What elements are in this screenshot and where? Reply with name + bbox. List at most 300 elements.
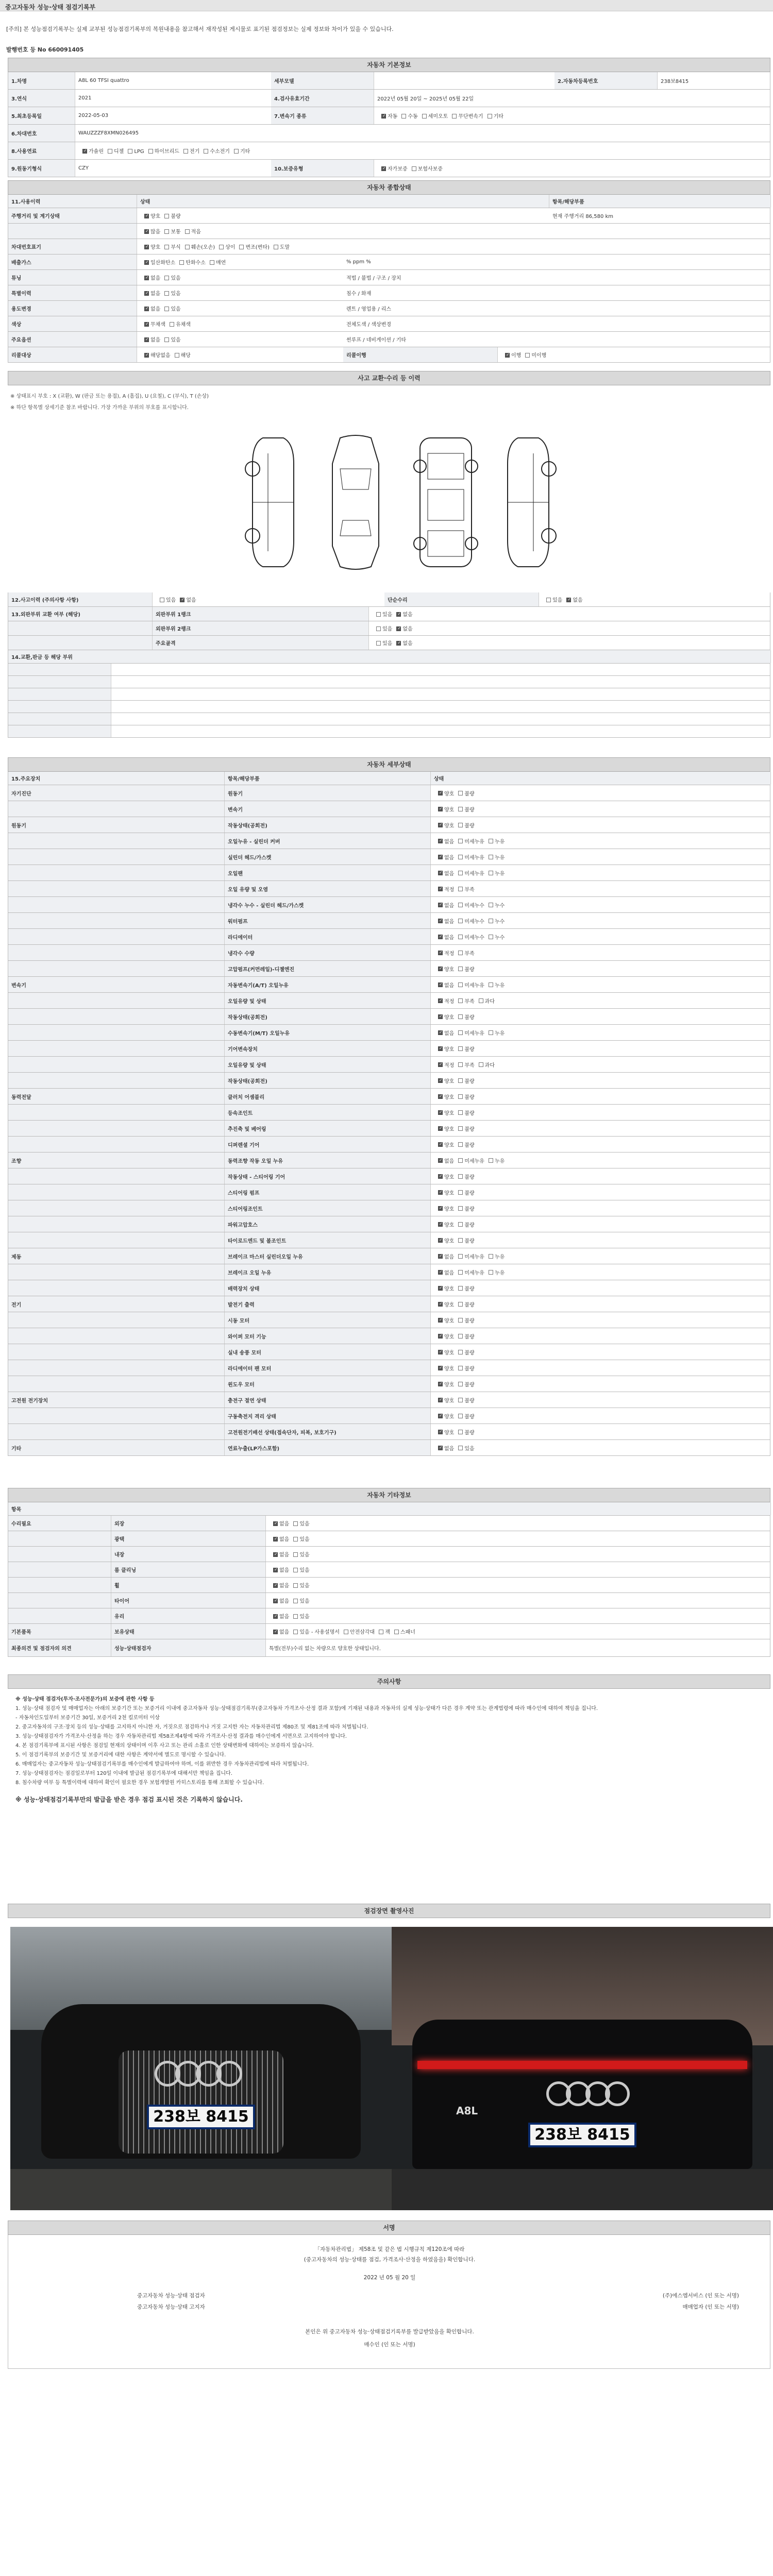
row-value: ✓ 없음 미세누수 누수: [431, 913, 771, 928]
row-label: 작동상태(공회전): [225, 1009, 431, 1024]
table-row: [8, 1516, 770, 1531]
table-row: [8, 142, 770, 160]
row-label: 리콜이행: [343, 347, 498, 362]
checkbox: [458, 998, 463, 1003]
row-value: ✓ 양호 불량: [431, 1168, 771, 1184]
table-row: [8, 160, 770, 177]
row-label: [8, 1232, 225, 1248]
row-value: 2022년 05월 20일 ~ 2025년 05월 22일: [377, 96, 474, 102]
row-label: [8, 664, 111, 675]
checkbox: [274, 245, 278, 249]
row-label: [8, 1041, 225, 1056]
sign-date: 2022 년 05 월 20 일: [363, 2275, 416, 2281]
row-label: 주요옵션: [8, 332, 137, 347]
row-value: ✓ 양호 불량: [431, 1408, 771, 1423]
table-row: [8, 1073, 770, 1089]
table-row: [8, 1137, 770, 1153]
checkbox: [458, 1078, 463, 1083]
row-label: [8, 1200, 225, 1216]
row-value: ✓ 없음 있음: [266, 1547, 771, 1562]
row-value: [369, 701, 771, 713]
table-row: [8, 833, 770, 849]
checkbox: [438, 935, 443, 939]
row-label: 최종의견 및 점검자의 의견: [8, 1639, 111, 1656]
row-label: [8, 636, 153, 650]
checkbox: [164, 245, 169, 249]
checkbox: [438, 1334, 443, 1338]
row-label: [8, 1608, 111, 1623]
checkbox: [438, 839, 443, 843]
row-label: 휠: [111, 1578, 266, 1592]
checkbox: [489, 839, 493, 843]
table-row: [8, 817, 770, 833]
checkbox: [401, 114, 406, 118]
checkbox: [175, 353, 179, 358]
caution-line: 5. 이 점검기록부의 보증기간 및 보증거리에 대한 사항은 계약서에 별도로 명시할 수 있습니다.: [15, 1752, 226, 1758]
table-row: [8, 881, 770, 897]
table-row: [8, 107, 770, 125]
checkbox: [381, 166, 386, 171]
row-label: 작동상태 - 스티어링 기어: [225, 1168, 431, 1184]
row-label: [8, 1137, 225, 1152]
checkbox: [458, 1430, 463, 1434]
row-label: 전기: [8, 1296, 225, 1312]
table-row: [8, 1296, 770, 1312]
checkbox: [458, 1030, 463, 1035]
table-row: [8, 1312, 770, 1328]
row-label: 외판부위 1랭크: [153, 607, 369, 621]
checkbox: [273, 1521, 278, 1526]
row-label: 자동변속기(A/T) 오일누유: [225, 977, 431, 992]
checkbox: [438, 1382, 443, 1386]
checkbox: [422, 114, 427, 118]
table-row: [8, 125, 770, 142]
table-row: [8, 255, 770, 270]
basic-info-header: 자동차 기본정보: [8, 58, 770, 72]
row-label: 타이로드엔드 및 볼조인트: [225, 1232, 431, 1248]
row-value: 침수 / 화재: [346, 291, 372, 297]
row-label: [8, 725, 111, 737]
table-row: [8, 1057, 770, 1073]
table-row: [8, 1168, 770, 1184]
table-row: [8, 1200, 770, 1216]
row-value: ✓ 없음 미세누수 누수: [431, 929, 771, 944]
table-row: [8, 1639, 770, 1657]
table-row: [8, 929, 770, 945]
row-label: 3.연식: [8, 90, 75, 107]
caution-line: 4. 본 점검기록부에 표시된 사항은 점검일 현재의 상태이며 이후 사고 또는 관리 소홀로 인한 상태변화에 대하여는 보증하지 않습니다.: [15, 1743, 314, 1749]
checkbox: [489, 1270, 493, 1275]
checkbox: [458, 1302, 463, 1307]
table-row: [8, 961, 770, 977]
row-value: 2022-05-03: [78, 113, 109, 118]
row-label: [8, 1328, 225, 1344]
row-label: 수리필요: [8, 1516, 111, 1531]
table-row: [8, 72, 770, 90]
checkbox: [566, 598, 571, 602]
row-label: 오일누유 - 실린더 커버: [225, 833, 431, 849]
checkbox: [489, 1030, 493, 1035]
checkbox: [144, 276, 149, 280]
row-label: 룸 클리닝: [111, 1562, 266, 1577]
row-label: 보유상태: [111, 1624, 266, 1639]
row-label: 디퍼렌셜 기어: [225, 1137, 431, 1152]
table-row: [8, 1408, 770, 1424]
table-row: [8, 1547, 770, 1562]
checkbox: [458, 1190, 463, 1195]
row-label: [8, 1105, 225, 1120]
checkbox: [458, 823, 463, 827]
checkbox: [458, 887, 463, 891]
row-label: 윈도우 모터: [225, 1376, 431, 1392]
accident-legend-1: ※ 상태표시 부호 : X (교환), W (판금 또는 용접), A (흠집), U (요철), C (부식), T (손상): [10, 394, 209, 399]
checkbox: [438, 1286, 443, 1291]
row-value: ✓ 가솔린 디젤 LPG 하이브리드 전기 수소전기 기타: [75, 142, 271, 159]
row-label: 스티어링 펌프: [225, 1184, 431, 1200]
checkbox: [438, 982, 443, 987]
row-label: 유리: [111, 1608, 266, 1623]
row-value: % ppm %: [346, 259, 371, 265]
row-label: 단순수리: [384, 592, 539, 606]
row-value: ✓ 양호 불량: [431, 785, 771, 801]
checkbox: [489, 1254, 493, 1259]
row-value: ✓ 없음 있음 - 사용설명서 안전삼각대 잭 스패너: [266, 1624, 771, 1639]
row-label: [8, 1057, 225, 1072]
table-row: [8, 316, 770, 332]
row-value: A8L 60 TFSI quattro: [78, 78, 129, 83]
row-label: 원동기: [225, 785, 431, 801]
checkbox: [273, 1568, 278, 1572]
row-value: ✓ 적정 부족: [431, 881, 771, 896]
row-value: [374, 72, 554, 89]
checkbox: [489, 935, 493, 939]
table-row: [8, 1232, 770, 1248]
row-label: 자기진단: [8, 785, 225, 801]
table-row: [8, 1248, 770, 1264]
row-value: ✓ 양호 불량: [431, 1392, 771, 1408]
row-label: [8, 1168, 225, 1184]
table-row: [8, 713, 770, 725]
table-row: [8, 607, 770, 621]
checkbox: [438, 1110, 443, 1115]
checkbox: [293, 1630, 298, 1634]
checkbox: [293, 1568, 298, 1572]
checkbox: [438, 1014, 443, 1019]
table-row: [8, 1376, 770, 1392]
row-value: ✓ 양호 불량: [431, 1424, 771, 1439]
checkbox: [458, 807, 463, 811]
row-value: WAUZZZF8XMN026495: [78, 130, 139, 136]
row-label: 특별이력: [8, 285, 137, 300]
row-label: [8, 1184, 225, 1200]
checkbox: [458, 1414, 463, 1418]
row-label: [8, 1344, 225, 1360]
row-label: [8, 929, 225, 944]
checkbox: [458, 1270, 463, 1275]
table-row: [8, 1502, 770, 1516]
row-label: [8, 897, 225, 912]
row-label: [8, 1312, 225, 1328]
checkbox: [458, 903, 463, 907]
row-value: 적법 / 불법 / 구조 / 장치: [346, 276, 401, 281]
row-value: ✓ 없음 미세누유 누유: [431, 833, 771, 849]
row-label: [8, 1264, 225, 1280]
detail-header: 자동차 세부상태: [8, 757, 770, 772]
row-value: 썬루프 / 네비게이션 / 기타: [346, 337, 407, 343]
row-value: [369, 725, 771, 737]
row-value: 렌트 / 영업용 / 리스: [346, 307, 392, 312]
row-label: 변속기: [8, 977, 225, 992]
sign-text-2: (중고자동차의 성능·상태를 점검, 가격조사·산정을 하였음을) 확인합니다.: [304, 2257, 476, 2263]
accident-header: 사고 교환·수리 등 이력: [8, 371, 770, 385]
row-label: 라디에이터: [225, 929, 431, 944]
checkbox: [210, 260, 214, 265]
row-label: 배출가스: [8, 255, 137, 269]
row-value: ✓ 양호 불량: [431, 1376, 771, 1392]
table-row: [8, 897, 770, 913]
row-value: 있음✓ 없음: [369, 636, 771, 650]
table-row: [8, 621, 770, 636]
checkbox: [489, 871, 493, 875]
row-value: ✓ 자가보증 보험사보증: [374, 160, 771, 177]
table-row: [8, 285, 770, 301]
checkbox: [185, 229, 190, 234]
table-row: [8, 1121, 770, 1137]
row-value: ✓ 해당없음 해당: [137, 347, 343, 362]
table-row: [8, 676, 770, 688]
checkbox: [239, 245, 244, 249]
checkbox: [438, 1158, 443, 1163]
row-label: 1.차명: [8, 72, 75, 89]
row-value: ✓ 양호 불량: [431, 801, 771, 817]
row-label: [8, 913, 225, 928]
row-value: ✓ 양호 불량: [431, 1073, 771, 1088]
checkbox: [488, 114, 492, 118]
row-value: 238보8415: [661, 79, 689, 84]
checkbox: [144, 353, 149, 358]
row-value: ✓ 적정 부족: [431, 945, 771, 960]
checkbox: [412, 166, 416, 171]
row-value: 있음✓ 없음: [539, 592, 771, 606]
table-row: [8, 1578, 770, 1593]
table-row: [8, 993, 770, 1009]
rear-photo: [392, 1927, 773, 2210]
checkbox: [458, 982, 463, 987]
row-value: ✓ 없음 있음: [266, 1608, 771, 1623]
table-row: [8, 195, 770, 208]
row-value: ✓ 자동 수동 세미오토 무단변속기 기타: [374, 107, 771, 124]
checkbox: [438, 1142, 443, 1147]
checkbox: [164, 229, 169, 234]
table-row: [8, 1440, 770, 1456]
checkbox: [458, 1110, 463, 1115]
row-label: [8, 1531, 111, 1546]
row-label: 상태: [137, 195, 549, 208]
row-value: ✓ 이행 미이행: [498, 347, 771, 362]
table-row: [8, 701, 770, 713]
row-value: ✓ 양호 불량: [431, 1009, 771, 1024]
rear-license-plate: 238보 8415: [528, 2123, 636, 2147]
row-value: ✓ 없음 있음: [137, 301, 343, 316]
row-label: [8, 993, 225, 1008]
table-row: [8, 224, 770, 239]
checkbox: [273, 1614, 278, 1619]
row-value: ✓ 양호 불량: [431, 1328, 771, 1344]
checkbox: [293, 1521, 298, 1526]
checkbox: [170, 322, 174, 327]
checkbox: [438, 998, 443, 1003]
row-value: [369, 688, 771, 700]
row-value: ✓ 양호 불량: [431, 1121, 771, 1136]
row-value: ✓ 적정 부족 과다: [431, 1057, 771, 1072]
checkbox: [273, 1630, 278, 1634]
table-row: [8, 1328, 770, 1344]
row-label: [8, 713, 111, 725]
row-value: ✓ 양호 불량: [431, 1216, 771, 1232]
checkbox: [144, 291, 149, 296]
row-value: 전체도색 / 색상변경: [346, 322, 392, 328]
checkbox: [376, 641, 381, 646]
row-label: 냉각수 누수 - 실린더 헤드/가스켓: [225, 897, 431, 912]
table-row: [8, 270, 770, 285]
row-label: 세부모델: [271, 72, 374, 89]
table-row: [8, 301, 770, 316]
row-value: ✓ 없음 미세누유 누유: [431, 1264, 771, 1280]
table-row: [8, 592, 770, 607]
checkbox: [438, 1222, 443, 1227]
checkbox: [458, 967, 463, 971]
row-value: ✓ 적정 부족 과다: [431, 993, 771, 1008]
row-label: 변속기: [225, 801, 431, 817]
row-label: [8, 621, 153, 635]
checkbox: [293, 1537, 298, 1541]
checkbox: [438, 1414, 443, 1418]
checkbox: [458, 1238, 463, 1243]
front-license-plate: 238보 8415: [147, 2105, 255, 2129]
caution-header: 주의사항: [8, 1674, 770, 1689]
checkbox: [438, 1302, 443, 1307]
checkbox: [546, 598, 551, 602]
row-label: 타이어: [111, 1593, 266, 1608]
table-row: [8, 664, 770, 676]
row-label: 충전구 절연 상태: [225, 1392, 431, 1408]
table-row: [8, 1153, 770, 1168]
checkbox: [160, 598, 164, 602]
row-label: [8, 961, 225, 976]
row-value: ✓ 양호 불량: [431, 1041, 771, 1056]
checkbox: [458, 1014, 463, 1019]
checkbox: [458, 935, 463, 939]
inspector-sign: (주)에스엠서비스 (인 또는 서명): [662, 2293, 739, 2299]
row-value: ✓ 양호 불량: [431, 1184, 771, 1200]
row-label: 동력조향 작동 오일 누유: [225, 1153, 431, 1168]
checkbox: [458, 1446, 463, 1450]
checkbox: [438, 1238, 443, 1243]
table-row: [8, 208, 770, 224]
notifier-label: 중고자동차 성능·상태 고지자: [137, 2304, 205, 2310]
row-label: 라디에이터 팬 모터: [225, 1360, 431, 1376]
row-label: 10.보증유형: [271, 160, 374, 177]
checkbox: [396, 612, 401, 617]
row-value: 있음✓ 없음: [369, 607, 771, 621]
checkbox: [438, 1046, 443, 1051]
car-frame-diagram: [407, 433, 484, 572]
table-row: [8, 1089, 770, 1105]
checkbox: [458, 1254, 463, 1259]
caution-line: ※ 성능·상태 점검자(투자·조사전문가)의 보증에 관한 사항 등: [15, 1697, 155, 1702]
car-right-side-diagram: [492, 433, 564, 572]
checkbox: [438, 1126, 443, 1131]
row-value: ✓ 양호 불량: [431, 1344, 771, 1360]
row-label: [8, 224, 137, 239]
row-label: 11.사용이력: [8, 195, 137, 208]
table-row: [8, 1184, 770, 1200]
row-value: ✓ 없음 있음: [266, 1578, 771, 1592]
checkbox: [438, 919, 443, 923]
checkbox: [458, 919, 463, 923]
row-label: 기타: [8, 1440, 225, 1455]
table-row: [8, 1216, 770, 1232]
checkbox: [438, 1062, 443, 1067]
row-label: 차대번호표기: [8, 239, 137, 254]
checkbox: [394, 1630, 399, 1634]
row-label: 시동 모터: [225, 1312, 431, 1328]
checkbox: [458, 1206, 463, 1211]
checkbox: [438, 1094, 443, 1099]
row-value: ✓ 없음 미세누유 누유: [431, 1248, 771, 1264]
checkbox: [381, 114, 386, 118]
table-row: [8, 785, 770, 801]
row-value: ✓ 양호 불량: [431, 1089, 771, 1104]
checkbox: [293, 1552, 298, 1557]
row-value: ✓ 없음 미세누수 누수: [431, 897, 771, 912]
row-value: [111, 713, 369, 725]
checkbox: [438, 855, 443, 859]
row-value: ✓ 무채색 유채색: [137, 316, 343, 331]
row-value: ✓ 양호 불량: [431, 1360, 771, 1376]
caution-line: 7. 성능·상태점검자는 점검일로부터 120일 이내에 발급된 점검기록부에 대해서만 책임을 집니다.: [15, 1771, 233, 1776]
row-value: ✓ 없음 미세누유 누유: [431, 1153, 771, 1168]
front-photo: [10, 1927, 392, 2210]
table-row: [8, 688, 770, 701]
row-label: 작동상태(공회전): [225, 817, 431, 833]
checkbox: [376, 626, 381, 631]
car-top-diagram: [320, 433, 392, 572]
checkbox: [438, 791, 443, 795]
car-left-side-diagram: [237, 433, 309, 572]
table-row: [8, 650, 770, 664]
row-label: [8, 849, 225, 865]
row-label: 조향: [8, 1153, 225, 1168]
table-row: [8, 1105, 770, 1121]
row-label: 클러치 어셈블리: [225, 1089, 431, 1104]
row-value: ✓ 양호 불량: [431, 1200, 771, 1216]
other-header: 자동차 기타정보: [8, 1488, 770, 1502]
checkbox: [82, 149, 87, 154]
checkbox: [438, 1350, 443, 1354]
row-label: 등속조인트: [225, 1105, 431, 1120]
checkbox: [164, 276, 169, 280]
table-row: [8, 1280, 770, 1296]
checkbox: [458, 1094, 463, 1099]
checkbox: [458, 1126, 463, 1131]
row-label: [8, 1562, 111, 1577]
checkbox: [479, 998, 483, 1003]
row-label: 2.자동차등록번호: [554, 72, 658, 89]
row-label: [8, 1009, 225, 1024]
row-label: 외장: [111, 1516, 266, 1531]
row-label: [8, 1593, 111, 1608]
